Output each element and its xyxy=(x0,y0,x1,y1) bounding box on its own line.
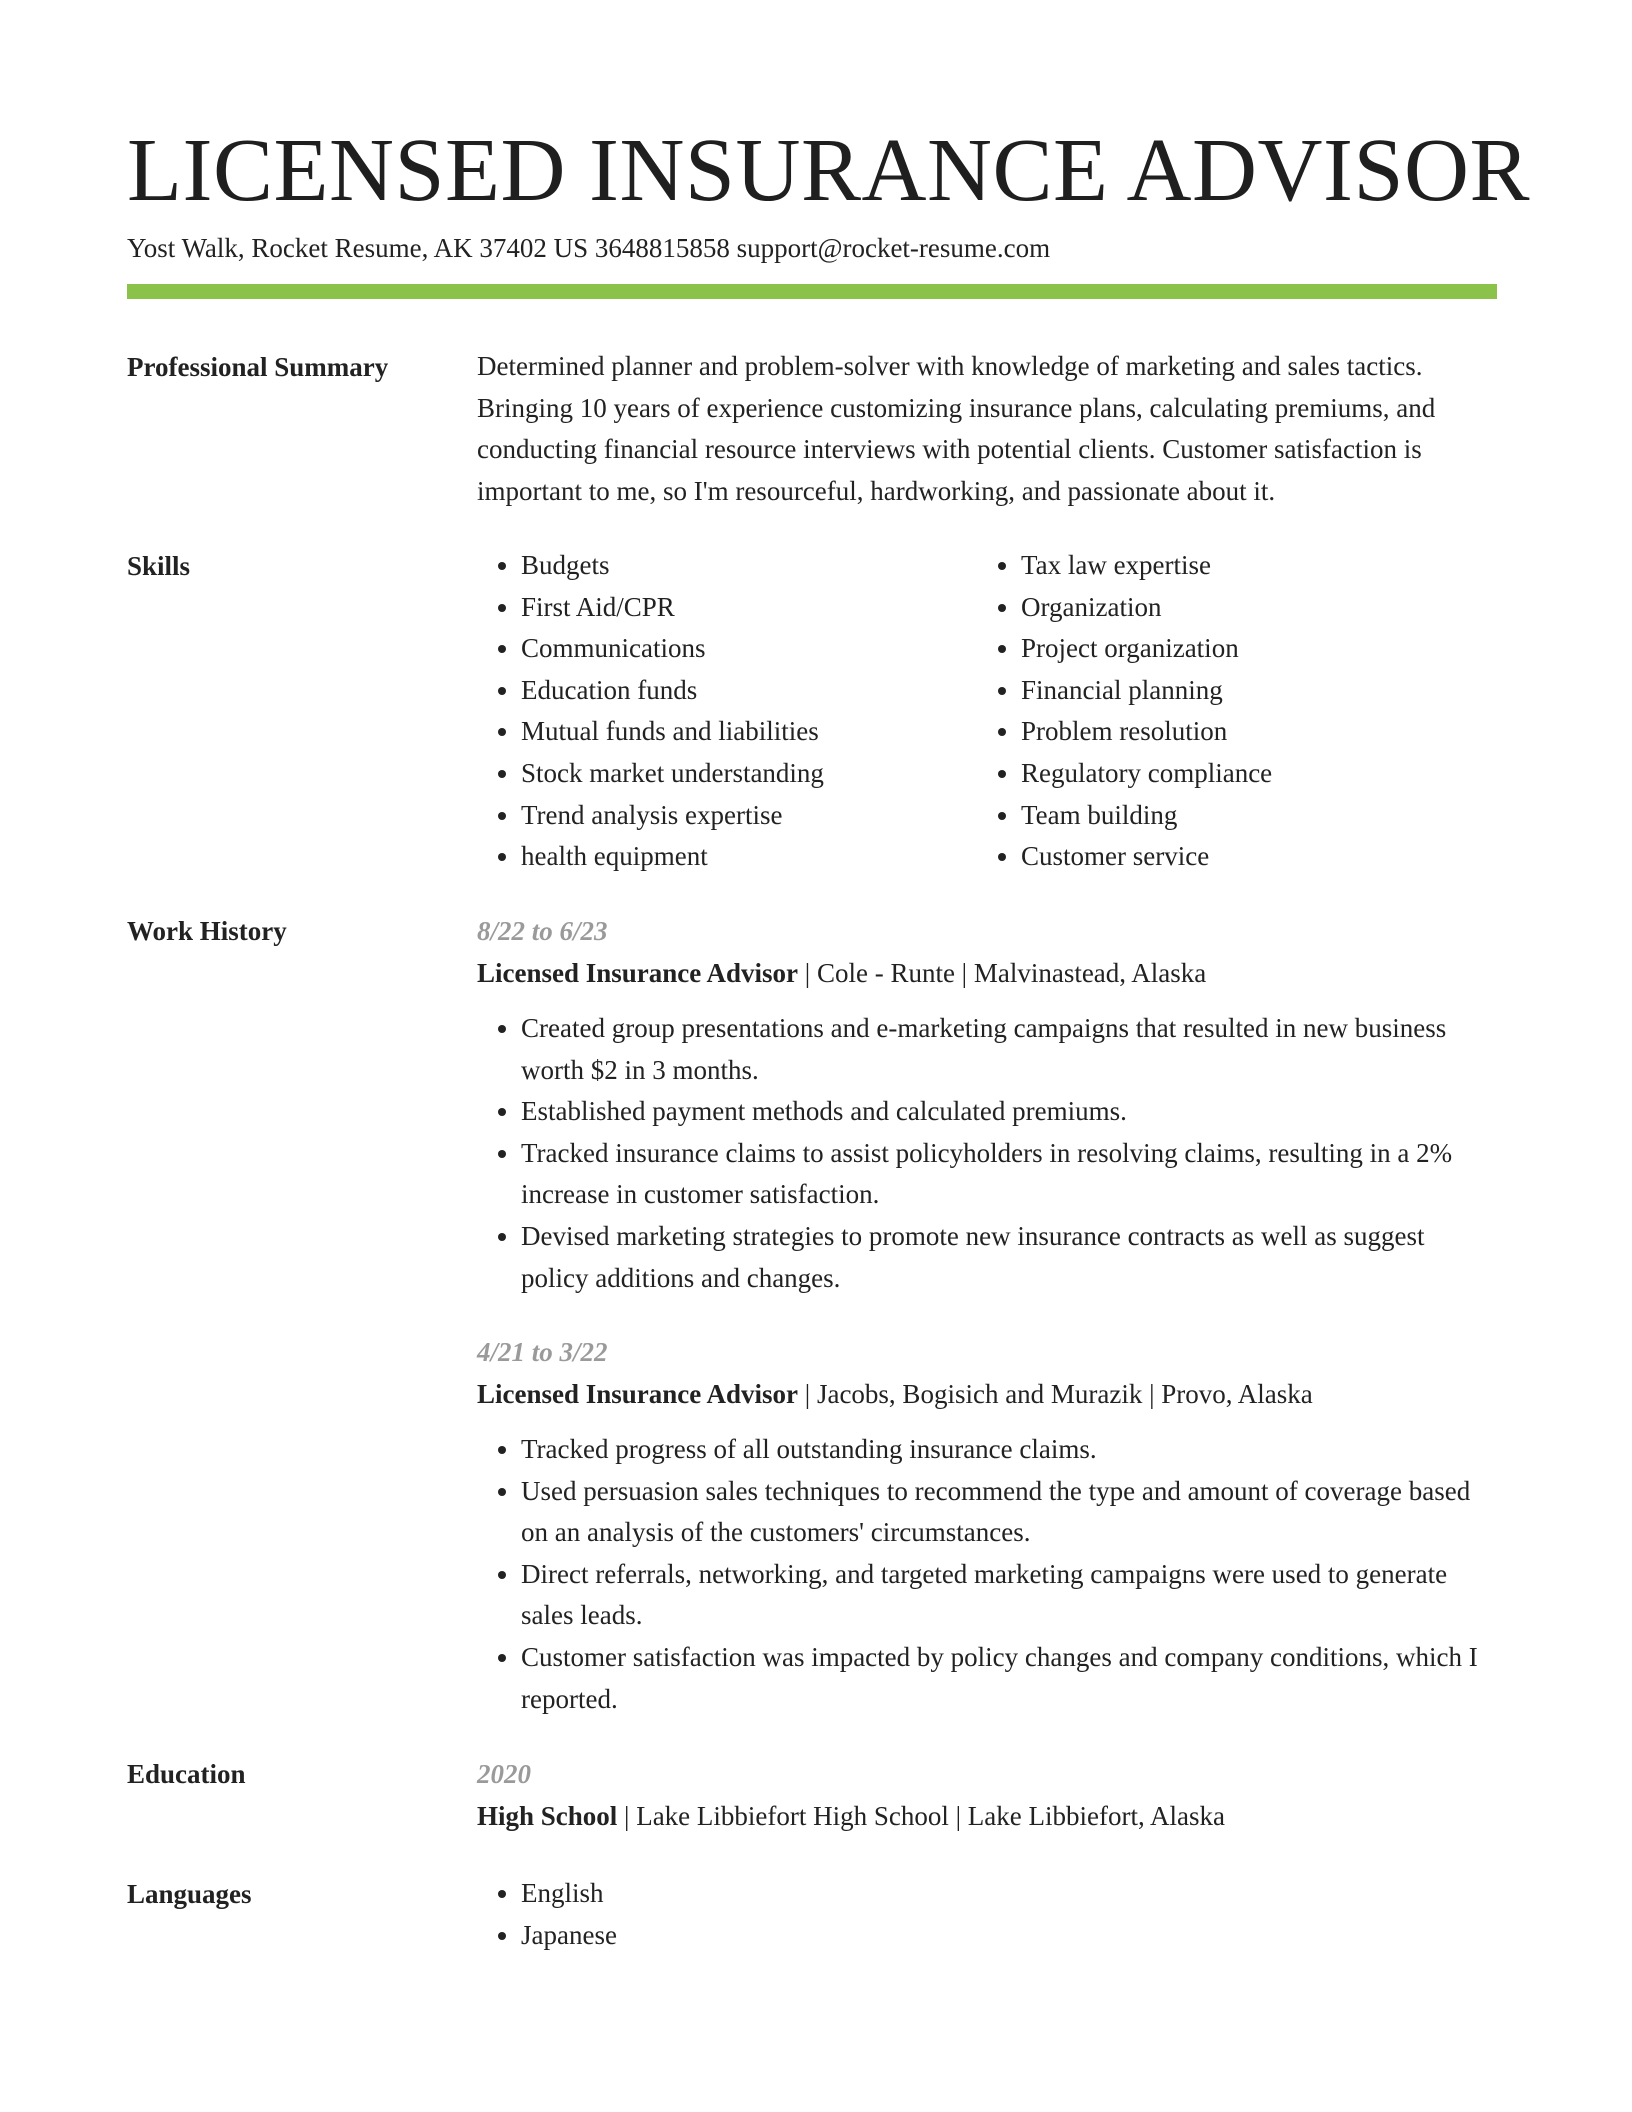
education-details: | Lake Libbiefort High School | Lake Libbiefort, Alaska xyxy=(617,1801,1225,1831)
skill-item: • Mutual funds and liabilities xyxy=(521,711,977,753)
education-degree: High School xyxy=(477,1801,618,1831)
skill-item: • Organization xyxy=(1021,587,1477,629)
job-entry xyxy=(477,910,1497,1299)
skill-item: • Team building xyxy=(1021,795,1477,837)
work-history-section xyxy=(127,910,1497,1740)
skill-item: • Tax law expertise xyxy=(1021,545,1477,587)
job-title-line xyxy=(477,952,1497,994)
job-bullet: • Direct referrals, networking, and targeted marketing campaigns were used to generate sales leads. xyxy=(521,1554,1497,1637)
language-item: • English xyxy=(521,1873,1497,1915)
skill-item: • Project organization xyxy=(1021,628,1477,670)
skills-list-right xyxy=(977,545,1477,878)
language-item: • Japanese xyxy=(521,1915,1497,1957)
education-label: Education xyxy=(127,1759,246,1789)
skill-item: • Stock market understanding xyxy=(521,753,977,795)
skills-column-right xyxy=(977,545,1477,878)
job-dates: 8/22 to 6/23 xyxy=(477,916,608,946)
languages-content xyxy=(477,1873,1497,1956)
job-bullets xyxy=(477,1429,1497,1720)
skill-item: • Customer service xyxy=(1021,836,1477,878)
job-title-line xyxy=(477,1373,1497,1415)
education-content xyxy=(477,1753,1497,1837)
job-bullet: • Used persuasion sales techniques to recommend the type and amount of coverage based on an analysis of the customers' circumstances. xyxy=(521,1471,1497,1554)
skills-section xyxy=(127,545,1497,885)
skill-item: • Education funds xyxy=(521,670,977,712)
summary-label: Professional Summary xyxy=(127,352,389,382)
languages-list xyxy=(477,1873,1497,1956)
skill-item: • Financial planning xyxy=(1021,670,1477,712)
skill-item: • Communications xyxy=(521,628,977,670)
job-bullet: • Created group presentations and e-marketing campaigns that resulted in new business worth $2 in 3 months. xyxy=(521,1008,1497,1091)
languages-section xyxy=(127,1873,1497,1963)
summary-text: Determined planner and problem-solver with knowledge of marketing and sales tactics. Bringing 10 years of experience customizing insurance plans, calculating premiums, and conducting financial resource interviews with potential clients. Customer satisfaction is important to me, so I'm resourceful, hardworking, and passionate about it. xyxy=(477,351,1436,506)
skill-item: • First Aid/CPR xyxy=(521,587,977,629)
summary-content xyxy=(477,346,1497,512)
job-dates: 4/21 to 3/22 xyxy=(477,1337,608,1367)
skill-item: • Problem resolution xyxy=(1021,711,1477,753)
education-section xyxy=(127,1753,1497,1843)
job-bullet: • Devised marketing strategies to promote new insurance contracts as well as suggest policy additions and changes. xyxy=(521,1216,1497,1299)
job-details: | Jacobs, Bogisich and Murazik | Provo, Alaska xyxy=(798,1379,1313,1409)
job-role: Licensed Insurance Advisor xyxy=(477,958,799,988)
skills-list-left xyxy=(477,545,977,878)
education-year: 2020 xyxy=(477,1759,531,1789)
job-details: | Cole - Runte | Malvinastead, Alaska xyxy=(798,958,1207,988)
job-bullets xyxy=(477,1008,1497,1299)
skill-item: • health equipment xyxy=(521,836,977,878)
summary-section xyxy=(127,346,1497,516)
skills-label: Skills xyxy=(127,551,191,581)
skill-item: • Regulatory compliance xyxy=(1021,753,1477,795)
skill-item: • Budgets xyxy=(521,545,977,587)
job-bullet: • Tracked insurance claims to assist policyholders in resolving claims, resulting in a 2% increase in customer satisfaction. xyxy=(521,1133,1497,1216)
skill-item: • Trend analysis expertise xyxy=(521,795,977,837)
job-bullet: • Tracked progress of all outstanding insurance claims. xyxy=(521,1429,1497,1471)
job-role: Licensed Insurance Advisor xyxy=(477,1379,799,1409)
job-bullet: • Established payment methods and calculated premiums. xyxy=(521,1091,1497,1133)
languages-label: Languages xyxy=(127,1879,252,1909)
education-line xyxy=(477,1795,1497,1837)
skills-column-left xyxy=(477,545,977,878)
resume-title: LICENSED INSURANCE ADVISOR xyxy=(127,121,1531,220)
work-history-label: Work History xyxy=(127,916,287,946)
job-bullet: • Customer satisfaction was impacted by policy changes and company conditions, which I reported. xyxy=(521,1637,1497,1720)
contact-info: Yost Walk, Rocket Resume, AK 37402 US 3648815858 support@rocket-resume.com xyxy=(127,233,1051,263)
job-entry xyxy=(477,1331,1497,1720)
accent-divider xyxy=(127,284,1497,299)
